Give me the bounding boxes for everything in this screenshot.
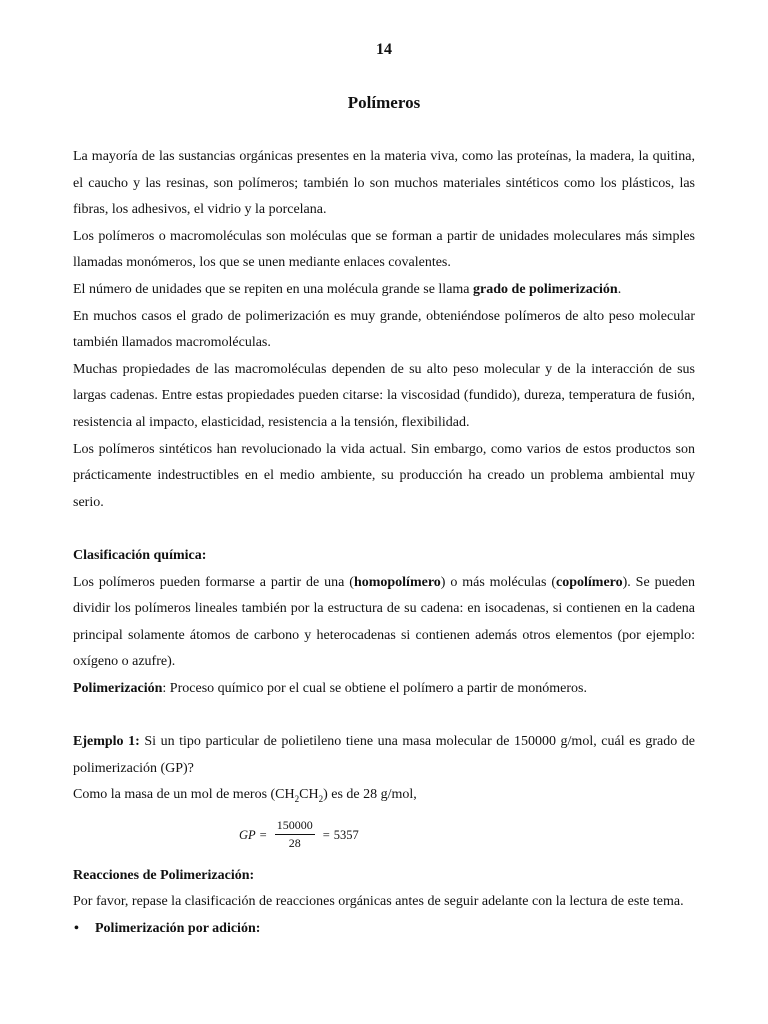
- example-mass-text-a: Como la masa de un mol de meros (CH: [73, 787, 295, 803]
- term-homopolimero: homopolímero: [353, 574, 441, 590]
- definition-text: : Proceso químico por el cual se obtiene el polímero a partir de monómeros.: [162, 680, 587, 696]
- intro-paragraph-3-end: .: [617, 281, 622, 297]
- classification-text-c: ) o más moléculas (: [440, 574, 556, 590]
- example-question-text: Si un tipo particular de polietileno tiene una masa molecular de 150000 g/mol, cuál es grado de polimerización (GP)?: [73, 734, 696, 776]
- example-label: Ejemplo 1:: [73, 734, 140, 750]
- formula-equals-1: =: [259, 827, 267, 842]
- intro-paragraph-1: La mayoría de las sustancias orgánicas presentes en la materia viva, como las proteínas, la madera, la quitina, el caucho y las resinas, son polímeros; también lo son muchos materiales sintéticos como los plásticos, las fibras, los adhesivos, el vidrio y la porcelana.: [73, 149, 695, 218]
- term-copolimero: copolímero: [556, 574, 623, 590]
- intro-paragraph-6: Los polímeros sintéticos han revolucionado la vida actual. Sin embargo, como varios de estos productos son prácticamente indestructibles en el medio ambiente, su producción ha creado un problema ambiental muy serio.: [73, 441, 695, 510]
- bullet-icon: •: [74, 921, 79, 937]
- intro-paragraph-2: Los polímeros o macromoléculas son moléculas que se forman a partir de unidades moleculares más simples llamadas monómeros, los que se unen mediante enlaces covalentes.: [73, 228, 695, 271]
- example-mass-line: [73, 782, 695, 809]
- formula-denominator: 28: [288, 836, 301, 851]
- formula-lhs: GP: [239, 827, 256, 842]
- formula-block: [73, 809, 695, 863]
- list-item-adicion: [73, 916, 695, 943]
- reactions-paragraph: Por favor, repase la clasificación de reacciones orgánicas antes de seguir adelante con la lectura de este tema.: [73, 894, 684, 910]
- classification-text-a: Los polímeros pueden formarse a partir de una (: [73, 574, 354, 590]
- intro-paragraph-5: Muchas propiedades de las macromoléculas dependen de su alto peso molecular y de la interacción de sus largas cadenas. Entre estas propiedades pueden citarse: la viscosidad (fundido), dureza, temperatura de fusión, resistencia al impacto, elasticidad, resistencia a la tensión, flexibilidad.: [73, 361, 695, 430]
- spacer: [73, 702, 695, 729]
- subscript-2b: 2: [318, 794, 324, 805]
- intro-paragraph-4: En muchos casos el grado de polimerización es muy grande, obteniéndose polímeros de alto peso molecular también llamados macromoléculas.: [73, 308, 695, 351]
- formula-fraction: [275, 818, 315, 851]
- classification-paragraph: [73, 570, 695, 676]
- section-heading-reacciones: Reacciones de Polimerización:: [73, 867, 255, 883]
- definition-polimerizacion: [73, 676, 695, 703]
- example-mass-text-b: CH: [299, 787, 319, 803]
- formula-numerator: 150000: [275, 818, 315, 835]
- page-number: 14: [376, 41, 392, 58]
- formula-result: 5357: [333, 827, 359, 842]
- spacer: [73, 516, 695, 543]
- document-body: [73, 144, 695, 943]
- gp-formula: [239, 815, 359, 855]
- example-mass-text-c: ) es de 28 g/mol,: [323, 787, 417, 803]
- intro-paragraph-3: [73, 277, 695, 304]
- example-question: [73, 729, 695, 782]
- intro-paragraph-3-text: El número de unidades que se repiten en una molécula grande se llama: [73, 281, 474, 297]
- page-title: Polímeros: [347, 93, 421, 112]
- term-grado-de-polimerizacion: grado de polimerización: [473, 281, 618, 297]
- classification-text-e: ). Se pueden dividir los polímeros lineales también por la estructura de su cadena: en isocadenas, si contienen en la cadena principal solamente átomos de carbono y heterocadenas si contienen además otros elementos (por ejemplo: oxígeno o azufre).: [73, 574, 695, 670]
- formula-equals-2: =: [322, 827, 330, 842]
- list-item-adicion-text: Polimerización por adición:: [95, 921, 261, 937]
- section-heading-clasificacion: Clasificación química:: [73, 547, 207, 563]
- subscript-2a: 2: [294, 794, 300, 805]
- term-polimerizacion: Polimerización: [73, 680, 163, 696]
